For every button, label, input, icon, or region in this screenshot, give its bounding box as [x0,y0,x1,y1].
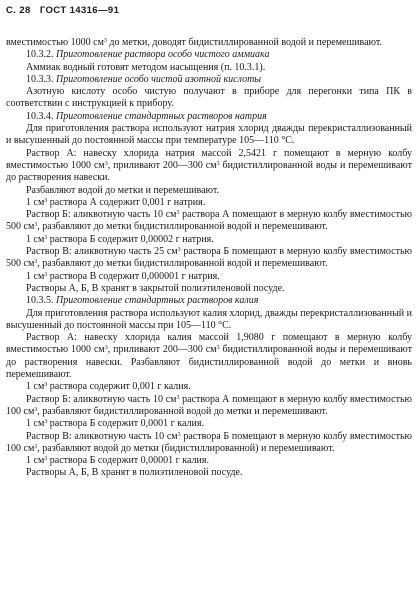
text-run: 1 см [26,233,45,245]
superscript: 3 [34,406,38,413]
superscript: 3 [34,443,38,450]
text-run: раствора Б содержит 0,00001 г калия. [47,455,209,467]
text-run: 1 см [26,270,45,282]
text-run: 1 см [26,418,45,430]
paragraph [6,455,412,467]
text-run: Раствор А: навеску хлорида калия массой 1,9080 г помещают в мерную колбу вместимостью 1000 см [6,332,412,356]
text-run: 10.3.2. [26,49,56,61]
text-run: , разбавляют до метки бидистиллированной водой и перемешивают. [37,258,328,270]
paragraph [6,209,412,234]
text-run: раствора А содержит 0,001 г натрия. [47,196,206,208]
superscript: 3 [44,382,48,389]
text-run: 1 см [26,455,45,467]
text-run: Раствор Б: аликвотную часть 10 см [26,209,177,221]
text-run: 10.3.3. [26,73,56,85]
text-run: бидистиллированной воды и перемешивают до растворения навески. Разбавляют бидистиллированной водой до метки и вновь перемешивают. [6,344,412,381]
superscript: 3 [177,247,181,254]
text-run: Азотную кислоту особо чистую получают в приборе для перегонки типа ПК в соответствии с инструкцией к прибору. [6,86,412,110]
paragraph [6,37,412,49]
paragraph [6,394,412,419]
paragraph [6,308,412,333]
paragraph [6,271,412,283]
body-text [6,37,412,480]
superscript: 3 [44,456,48,463]
superscript: 3 [104,160,108,167]
text-run: Раствор Б: аликвотную часть 10 см [26,393,177,405]
text-run: раствора В содержит 0,000001 г натрия. [47,270,220,282]
paragraph [6,246,412,271]
paragraph [6,332,412,381]
paragraph [6,283,412,295]
superscript: 3 [34,259,38,266]
standard-number: ГОСТ 14316—91 [39,5,120,16]
text-run: 1 см [26,196,45,208]
superscript: 3 [104,345,108,352]
text-run: 1 см [26,381,45,393]
paragraph [6,234,412,246]
paragraph [6,431,412,456]
text-run: , разбавляют до метки бидистиллированной водой и перемешивают. [37,221,328,233]
text-run: Растворы А, Б, В хранят в закрытой полиэтиленовой посуде. [26,282,285,294]
section-heading [6,49,412,61]
section-heading [6,295,412,307]
text-run: , приливают 200—300 см [107,159,217,171]
superscript: 3 [176,210,180,217]
paragraph [6,381,412,393]
superscript: 3 [34,222,38,229]
text-run: раствора А помещают в мерную колбу вместимостью 500 см [6,209,412,233]
page-header [6,5,119,16]
superscript: 3 [216,160,220,167]
paragraph [6,86,412,111]
text-run: , разбавляют бидистиллированной водой до метки и перемешивают. [37,405,328,417]
text-run: 10.3.5. [26,295,56,307]
text-run: раствора Б помещают в мерную колбу вместимостью 500 см [6,246,412,270]
paragraph [6,148,412,185]
paragraph [6,123,412,148]
text-run: Аммиак водный готовят методом насыщения (п. 10.3.1). [26,61,266,73]
superscript: 3 [216,345,220,352]
text-run: Раствор В: аликвотную часть 25 см [26,246,178,258]
section-title: Приготовление стандартных растворов калия [56,295,259,307]
superscript: 3 [44,419,48,426]
text-run: раствора А помещают в мерную колбу вместимостью 100 см [6,393,412,417]
section-title: Приготовление особо чистой азотной кислоты [56,73,262,85]
text-run: Для приготовления раствора используют натрия хлорид дважды перекристаллизованный и высушенный до постоянной массы при температуре 105—110 °C. [6,123,412,147]
text-run: бидистиллированной воды и перемешивают до растворения навески. [6,159,412,184]
section-title: Приготовление стандартных растворов натрия [56,110,267,122]
paragraph [6,418,412,430]
text-run: раствора Б содержит 0,0001 г калия. [47,418,204,430]
paragraph [6,467,412,479]
superscript: 3 [44,234,48,241]
text-run: раствора Б содержит 0,00002 г натрия. [47,233,214,245]
text-run: Раствор В: аликвотную часть 10 см [26,430,178,442]
superscript: 3 [177,431,181,438]
superscript: 3 [44,271,48,278]
section-heading [6,74,412,86]
paragraph [6,197,412,209]
superscript: 3 [176,394,180,401]
paragraph [6,62,412,74]
text-run: Разбавляют водой до метки и перемешивают. [26,184,219,196]
text-run: Для приготовления раствора используют калия хлорид, дважды перекристаллизованный и высушенный до постоянной массы при 105—110 °C. [6,307,412,331]
text-run: , приливают 200—300 см [107,344,217,356]
superscript: 3 [103,38,107,44]
paragraph [6,185,412,197]
section-title: Приготовление раствора особо чистого аммиака [56,49,270,61]
text-run: Раствор А: навеску хлорида натрия массой 2,5421 г помещают в мерную колбу вместимостью 1000 см [6,147,412,171]
superscript: 3 [44,197,48,204]
text-run: до метки, доводят бидистиллированной водой и перемешивают. [106,37,383,48]
text-run: раствора Б помещают в мерную колбу вместимостью 100 см [6,430,412,454]
text-run: 10.3.4. [26,110,56,122]
page-number: С. 28 [6,5,31,16]
text-run: раствора содержит 0,001 г калия. [47,381,191,393]
text-run: Растворы А, Б, В хранят в полиэтиленовой посуде. [26,467,243,479]
text-run: вместимостью 1000 см [6,37,104,48]
section-heading [6,111,412,123]
text-run: , разбавляют водой до метки (бидистиллированной) и перемешивают. [37,442,335,454]
